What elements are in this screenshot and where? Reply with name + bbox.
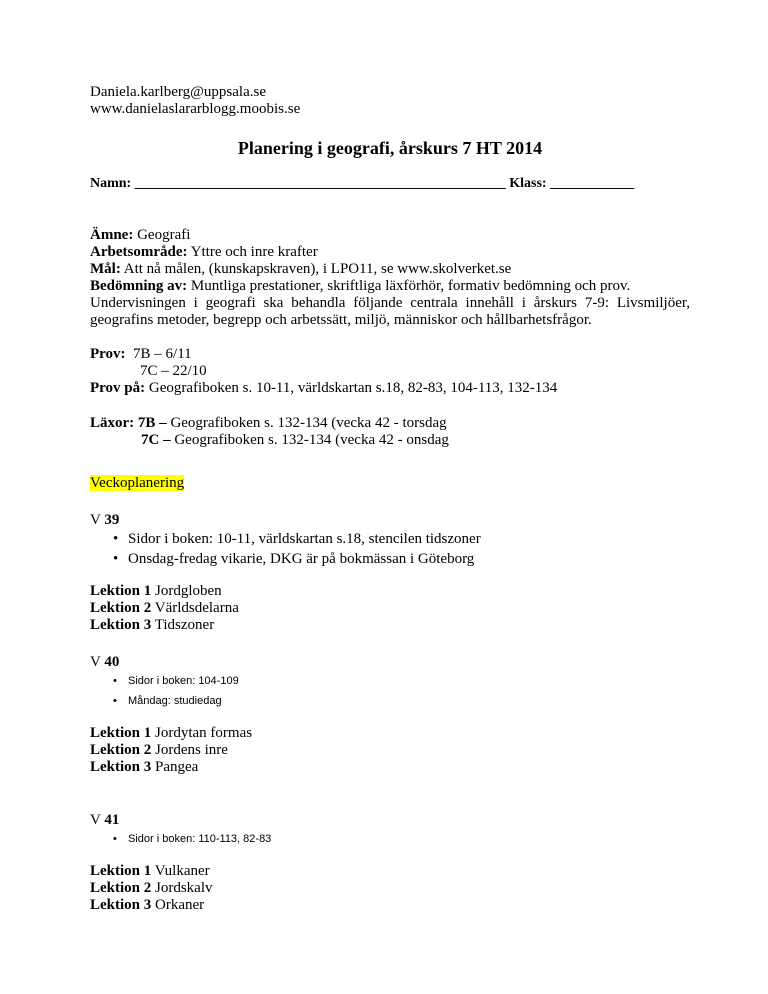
- document-page: [90, 84, 690, 914]
- tests-on-row: [90, 380, 690, 397]
- lesson-row: [90, 725, 690, 742]
- week-heading: [90, 654, 690, 671]
- homework-row-7b: [90, 415, 690, 432]
- weekly-heading: Veckoplanering: [90, 475, 185, 491]
- area-row: [90, 244, 690, 261]
- test-7b-text: 7B – 6/11: [133, 346, 192, 362]
- tests-label: Prov:: [90, 346, 126, 362]
- lesson-label: Lektion 3: [90, 759, 152, 775]
- lesson-topic: Jordens inre: [151, 742, 228, 758]
- week-41-bullets: [90, 829, 690, 849]
- week-39: [90, 512, 690, 634]
- assessment-label: Bedömning av:: [90, 278, 188, 294]
- week-heading: [90, 512, 690, 529]
- page-title: Planering i geografi, årskurs 7 HT 2014: [237, 138, 543, 158]
- list-item: • Sidor i boken: 104-109: [90, 671, 690, 691]
- lesson-label: Lektion 2: [90, 880, 152, 896]
- lesson-label: Lektion 2: [90, 742, 152, 758]
- list-item: • Måndag: studiedag: [90, 691, 690, 711]
- assessment-value: Muntliga prestationer, skriftliga läxförhör, formativ bedömning och prov.: [187, 278, 631, 294]
- week-number: 41: [104, 812, 120, 828]
- test-7c-text: 7C – 22/10: [140, 363, 207, 379]
- lesson-row: [90, 742, 690, 759]
- week-40-bullets: [90, 671, 690, 711]
- tests-on-label: Prov på:: [90, 380, 146, 396]
- lesson-topic: Orkaner: [151, 897, 205, 913]
- week-40: [90, 654, 690, 776]
- week-prefix: V: [90, 512, 105, 528]
- lesson-topic: Vulkaner: [151, 863, 210, 879]
- lesson-topic: Jordskalv: [151, 880, 213, 896]
- class-label: Klass:: [505, 176, 551, 191]
- lesson-row: [90, 600, 690, 617]
- goal-row: [90, 261, 690, 278]
- lesson-row: [90, 863, 690, 880]
- weekly-heading-row: [90, 475, 690, 492]
- area-label: Arbetsområde:: [90, 244, 188, 260]
- homework-dash-7b: –: [155, 415, 167, 431]
- list-item: • Sidor i boken: 110-113, 82-83: [90, 829, 690, 849]
- tests-on-value: Geografiboken s. 10-11, världskartan s.18, 82-83, 104-113, 132-134: [145, 380, 558, 396]
- lesson-label: Lektion 1: [90, 863, 152, 879]
- subject-label: Ämne:: [90, 227, 134, 243]
- list-item: • Onsdag-fredag vikarie, DKG är på bokmässan i Göteborg: [90, 549, 690, 569]
- homework-label: Läxor:: [90, 415, 135, 431]
- homework-text-7c: Geografiboken s. 132-134 (vecka 42 - onsdag: [170, 432, 449, 448]
- homework-class-7c: 7C: [141, 432, 160, 448]
- lesson-label: Lektion 1: [90, 725, 152, 741]
- lesson-topic: Jordgloben: [151, 583, 222, 599]
- week-heading: [90, 812, 690, 829]
- name-line: _____________________________________________________: [134, 176, 506, 191]
- lesson-row: [90, 897, 690, 914]
- lesson-row: [90, 617, 690, 634]
- lesson-row: [90, 583, 690, 600]
- blog-url-text: www.danielaslararblogg.moobis.se: [90, 101, 301, 117]
- week-41-lessons: [90, 863, 690, 914]
- email-text: Daniela.karlberg@uppsala.se: [90, 84, 266, 100]
- lesson-topic: Tidszoner: [151, 617, 215, 633]
- goal-label: Mål:: [90, 261, 121, 277]
- week-39-lessons: [90, 583, 690, 634]
- homework-text-7b: Geografiboken s. 132-134 (vecka 42 - torsdag: [166, 415, 447, 431]
- homework-row-7c: [90, 432, 690, 449]
- lesson-label: Lektion 3: [90, 897, 152, 913]
- name-class-row: [90, 175, 690, 192]
- week-39-bullets: [90, 529, 690, 569]
- subject-row: [90, 227, 690, 244]
- lesson-row: [90, 880, 690, 897]
- area-value: Yttre och inre krafter: [187, 244, 318, 260]
- subject-value: Geografi: [133, 227, 191, 243]
- homework-dash-7c: –: [159, 432, 171, 448]
- goal-value: Att nå målen, (kunskapskraven), i LPO11, se www.skolverket.se: [120, 261, 512, 277]
- info-section: [90, 227, 690, 329]
- week-prefix: V: [90, 812, 105, 828]
- lesson-topic: Pangea: [151, 759, 199, 775]
- lesson-topic: Jordytan formas: [151, 725, 253, 741]
- lesson-label: Lektion 2: [90, 600, 152, 616]
- test-row-7b: [90, 346, 690, 363]
- week-number: 40: [104, 654, 120, 670]
- lesson-row: [90, 759, 690, 776]
- tests-section: [90, 346, 690, 397]
- homework-class-7b: 7B: [137, 415, 156, 431]
- lesson-label: Lektion 3: [90, 617, 152, 633]
- lesson-topic: Världsdelarna: [151, 600, 239, 616]
- week-prefix: V: [90, 654, 105, 670]
- assessment-row: [90, 278, 690, 295]
- teaching-paragraph: Undervisningen i geografi ska behandla följande centrala innehåll i årskurs 7-9: Livsmiljöer, geografins metoder, begrepp och arbetssätt, miljö, människor och hållbarhetsfrågor.: [90, 295, 690, 328]
- class-line: ____________: [550, 176, 635, 191]
- list-item: • Sidor i boken: 10-11, världskartan s.18, stencilen tidszoner: [90, 529, 690, 549]
- week-41: [90, 812, 690, 914]
- homework-section: [90, 415, 690, 449]
- name-label: Namn:: [90, 176, 135, 191]
- week-number: 39: [104, 512, 120, 528]
- week-40-lessons: [90, 725, 690, 776]
- lesson-label: Lektion 1: [90, 583, 152, 599]
